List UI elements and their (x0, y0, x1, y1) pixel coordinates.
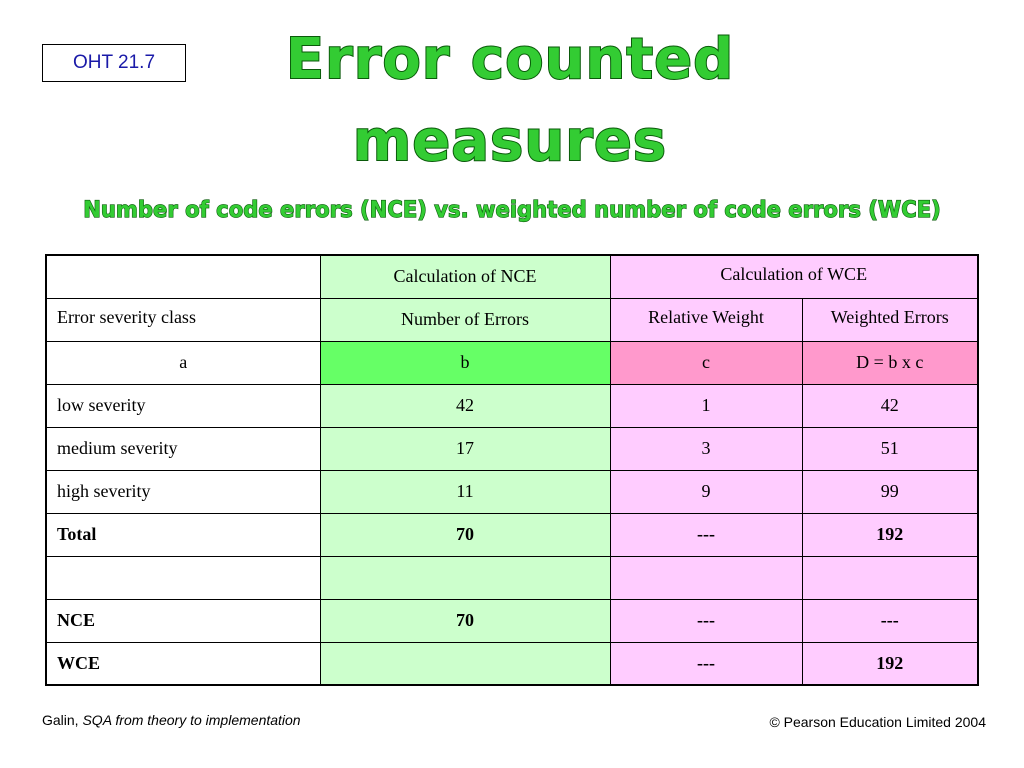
error-measures-table (45, 254, 979, 686)
wce-label: WCE (46, 642, 320, 685)
total-row (46, 513, 978, 556)
column-header-class: Error severity class (46, 298, 320, 341)
row-weighted-cell: 51 (802, 427, 978, 470)
column-letter-c: c (610, 341, 802, 384)
wce-weighted: 192 (802, 642, 978, 685)
column-letter-a: a (46, 341, 320, 384)
column-header-row (46, 298, 978, 341)
total-errors: 70 (320, 513, 610, 556)
total-label: Total (46, 513, 320, 556)
row-weight-cell: 1 (610, 384, 802, 427)
nce-errors: 70 (320, 599, 610, 642)
footer-author: Galin, (42, 712, 83, 728)
column-header-errors: Number of Errors (320, 298, 610, 341)
empty-cell (46, 556, 320, 599)
slide-title-line-2: measures (352, 109, 668, 174)
footer-book-title: SQA from theory to implementation (82, 712, 301, 728)
column-header-weighted: Weighted Errors (802, 298, 978, 341)
nce-weighted: --- (802, 599, 978, 642)
row-errors-cell: 11 (320, 470, 610, 513)
table-row (46, 427, 978, 470)
wce-row (46, 642, 978, 685)
row-class-cell: low severity (46, 384, 320, 427)
row-class-cell: medium severity (46, 427, 320, 470)
footer-copyright: © Pearson Education Limited 2004 (769, 714, 986, 730)
slide-subtitle: Number of code errors (NCE) vs. weighted number of code errors (WCE) (83, 198, 941, 223)
blank-header-cell (46, 255, 320, 298)
slide-number-label: OHT 21.7 (42, 44, 186, 82)
empty-cell (802, 556, 978, 599)
column-letter-b: b (320, 341, 610, 384)
row-errors-cell: 17 (320, 427, 610, 470)
column-header-weight: Relative Weight (610, 298, 802, 341)
row-errors-cell: 42 (320, 384, 610, 427)
wce-group-header: Calculation of WCE (610, 255, 978, 298)
nce-row (46, 599, 978, 642)
wce-errors (320, 642, 610, 685)
slide-title-line-1: Error counted (285, 27, 735, 92)
table-row (46, 384, 978, 427)
group-header-row (46, 255, 978, 298)
nce-label: NCE (46, 599, 320, 642)
wce-weight: --- (610, 642, 802, 685)
total-weighted: 192 (802, 513, 978, 556)
empty-spacer-row (46, 556, 978, 599)
row-weight-cell: 9 (610, 470, 802, 513)
row-weighted-cell: 42 (802, 384, 978, 427)
nce-weight: --- (610, 599, 802, 642)
row-class-cell: high severity (46, 470, 320, 513)
empty-cell (610, 556, 802, 599)
row-weight-cell: 3 (610, 427, 802, 470)
empty-cell (320, 556, 610, 599)
table-row (46, 470, 978, 513)
row-weighted-cell: 99 (802, 470, 978, 513)
footer-citation (42, 712, 301, 728)
total-weight: --- (610, 513, 802, 556)
column-letter-d: D = b x c (802, 341, 978, 384)
column-letter-row (46, 341, 978, 384)
nce-group-header: Calculation of NCE (320, 255, 610, 298)
